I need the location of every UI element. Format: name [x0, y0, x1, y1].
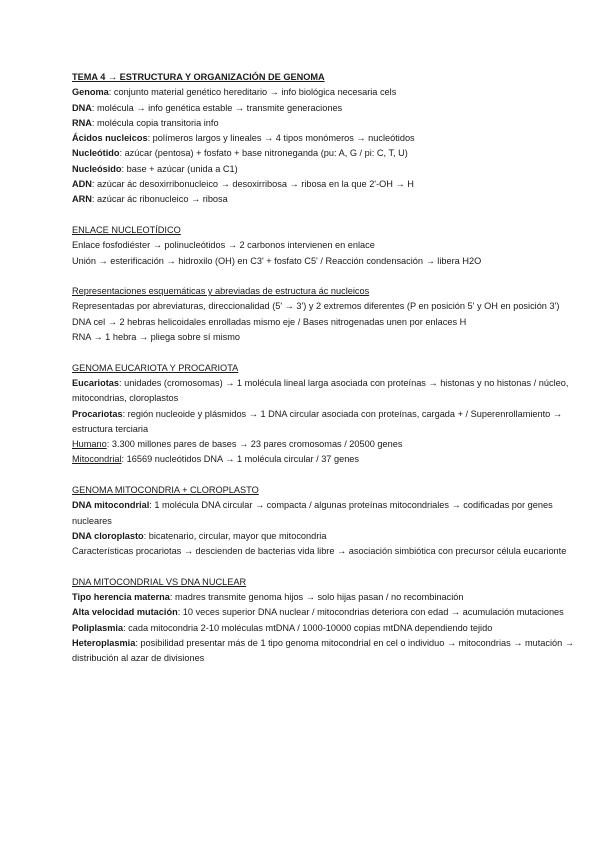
term: Alta velocidad mutación — [72, 607, 178, 618]
note-line: DNA cel → 2 hebras helicoidales enrolladas mismo eje / Bases nitrogenadas unen por enlaces H — [72, 316, 467, 327]
section-nucleotide-bond — [72, 223, 576, 269]
term: ARN — [72, 194, 92, 205]
definition-text: : conjunto material genético hereditario → info biológica necesaria cels — [108, 87, 397, 98]
definition-line — [72, 116, 576, 131]
definition-text: : bicatenario, circular, mayor que mitocondria — [143, 530, 327, 541]
definition-line — [72, 437, 576, 452]
term: Poliplasmia — [72, 622, 124, 633]
definition-line — [72, 162, 576, 177]
section-heading: Representaciones esquemáticas y abreviadas de estructura ác nucleicos — [72, 286, 370, 297]
term: Nucleósido — [72, 163, 122, 174]
section-heading: GENOMA MITOCONDRIA + CLOROPLASTO — [72, 485, 259, 496]
note-line: Unión → esterificación → hidroxilo (OH) en C3' + fosfato C5' / Reacción condensación → libera H2O — [72, 255, 482, 266]
section-heading: GENOMA EUCARIOTA Y PROCARIOTA — [72, 362, 239, 373]
term: Humano — [72, 439, 107, 450]
definition-text: : azúcar (pentosa) + fosfato + base nitroneganda (pu: A, G / pi: C, T, U) — [119, 148, 408, 159]
definition-text: : molécula → info genética estable → transmite generaciones — [91, 102, 343, 113]
definition-text: : polímeros largos y lineales → 4 tipos monómeros → nucleótidos — [147, 133, 415, 144]
definition-text: : madres transmite genoma hijos → solo hijas pasan / no recombinación — [169, 592, 464, 603]
definition-line — [72, 452, 576, 467]
definition-text: : molécula copia transitoria info — [91, 117, 219, 128]
definition-line — [72, 192, 576, 207]
term: DNA — [72, 102, 92, 113]
definition-text: : base + azúcar (unida a C1) — [121, 163, 238, 174]
note-line: Características procariotas → descienden de bacterias vida libre → asociación simbiótica con precursor célula eucarionte — [72, 546, 567, 557]
definition-line — [72, 529, 576, 544]
section-heading: DNA MITOCONDRIAL VS DNA NUCLEAR — [72, 576, 247, 587]
term: ADN — [72, 179, 92, 190]
definition-text: : 10 veces superior DNA nuclear / mitocondrias deteriora con edad → acumulación mutaciones — [177, 607, 564, 618]
section-mito-chloroplast — [72, 483, 576, 559]
term: Mitocondrial — [72, 454, 122, 465]
definition-text: : azúcar ác ribonucleico → ribosa — [91, 194, 228, 205]
section-heading: ENLACE NUCLEOTÍDICO — [72, 224, 181, 235]
term: Procariotas — [72, 408, 123, 419]
definition-line — [72, 131, 576, 146]
definition-text: : región nucleoide y plásmidos → 1 DNA circular asociada con proteínas, cargada + / Superenrollamiento → estructura terciaria — [72, 408, 563, 434]
definition-line — [72, 407, 576, 438]
definition-text: : 3.300 millones pares de bases → 23 pares cromosomas / 20500 genes — [106, 439, 403, 450]
term: Tipo herencia materna — [72, 592, 170, 603]
term: Nucleótido — [72, 148, 120, 159]
definition-text: : posibilidad presentar más de 1 tipo genoma mitocondrial en cel o individuo → mitocondrias → mutación → distribución al azar de divisiones — [72, 637, 574, 664]
definition-line — [72, 498, 576, 529]
section-eukaryote-prokaryote — [72, 361, 576, 468]
definition-text: : azúcar ác desoxirribonucleico → desoxirribosa → ribosa en la que 2'-OH → H — [91, 179, 414, 190]
term: Ácidos nucleicos — [72, 133, 148, 144]
note-line: Enlace fosfodiéster → polinucleótidos → 2 carbonos intervienen en enlace — [72, 240, 375, 251]
term: Genoma — [72, 87, 109, 98]
term: DNA mitocondrial — [72, 500, 150, 511]
term: Eucariotas — [72, 377, 119, 388]
section-genome-structure — [72, 70, 576, 208]
definition-line — [72, 85, 576, 100]
section-heading: TEMA 4 → ESTRUCTURA Y ORGANIZACIÓN DE GENOMA — [72, 72, 325, 82]
definition-text: : cada mitocondria 2-10 moléculas mtDNA / 1000-10000 copias mtDNA dependiendo tejido — [123, 622, 493, 633]
definition-text: : 16569 nucleótidos DNA → 1 molécula circular / 37 genes — [121, 454, 360, 465]
definition-line — [72, 146, 576, 161]
definition-line — [72, 605, 576, 620]
section-mito-vs-nuclear — [72, 575, 576, 667]
definition-line — [72, 177, 576, 192]
definition-text: : 1 molécula DNA circular → compacta / algunas proteínas mitocondriales → codificadas por genes nucleares — [72, 500, 553, 526]
note-line: RNA → 1 hebra → pliega sobre sí mismo — [72, 332, 240, 343]
term: RNA — [72, 117, 92, 128]
section-representations — [72, 284, 576, 345]
term: DNA cloroplasto — [72, 530, 144, 541]
term: Heteroplasmia — [72, 637, 136, 648]
definition-text: : unidades (cromosomas) → 1 molécula lineal larga asociada con proteínas → histonas y no histonas / núcleo, mitocondrias, cloroplastos — [72, 377, 569, 404]
definition-line — [72, 621, 576, 636]
definition-line — [72, 590, 576, 605]
note-line: Representadas por abreviaturas, direccionalidad (5' → 3') y 2 extremos diferentes (P en posición 5' y OH en posición 3') — [72, 301, 560, 312]
definition-line — [72, 376, 576, 407]
definition-line — [72, 636, 576, 667]
definition-line — [72, 101, 576, 116]
